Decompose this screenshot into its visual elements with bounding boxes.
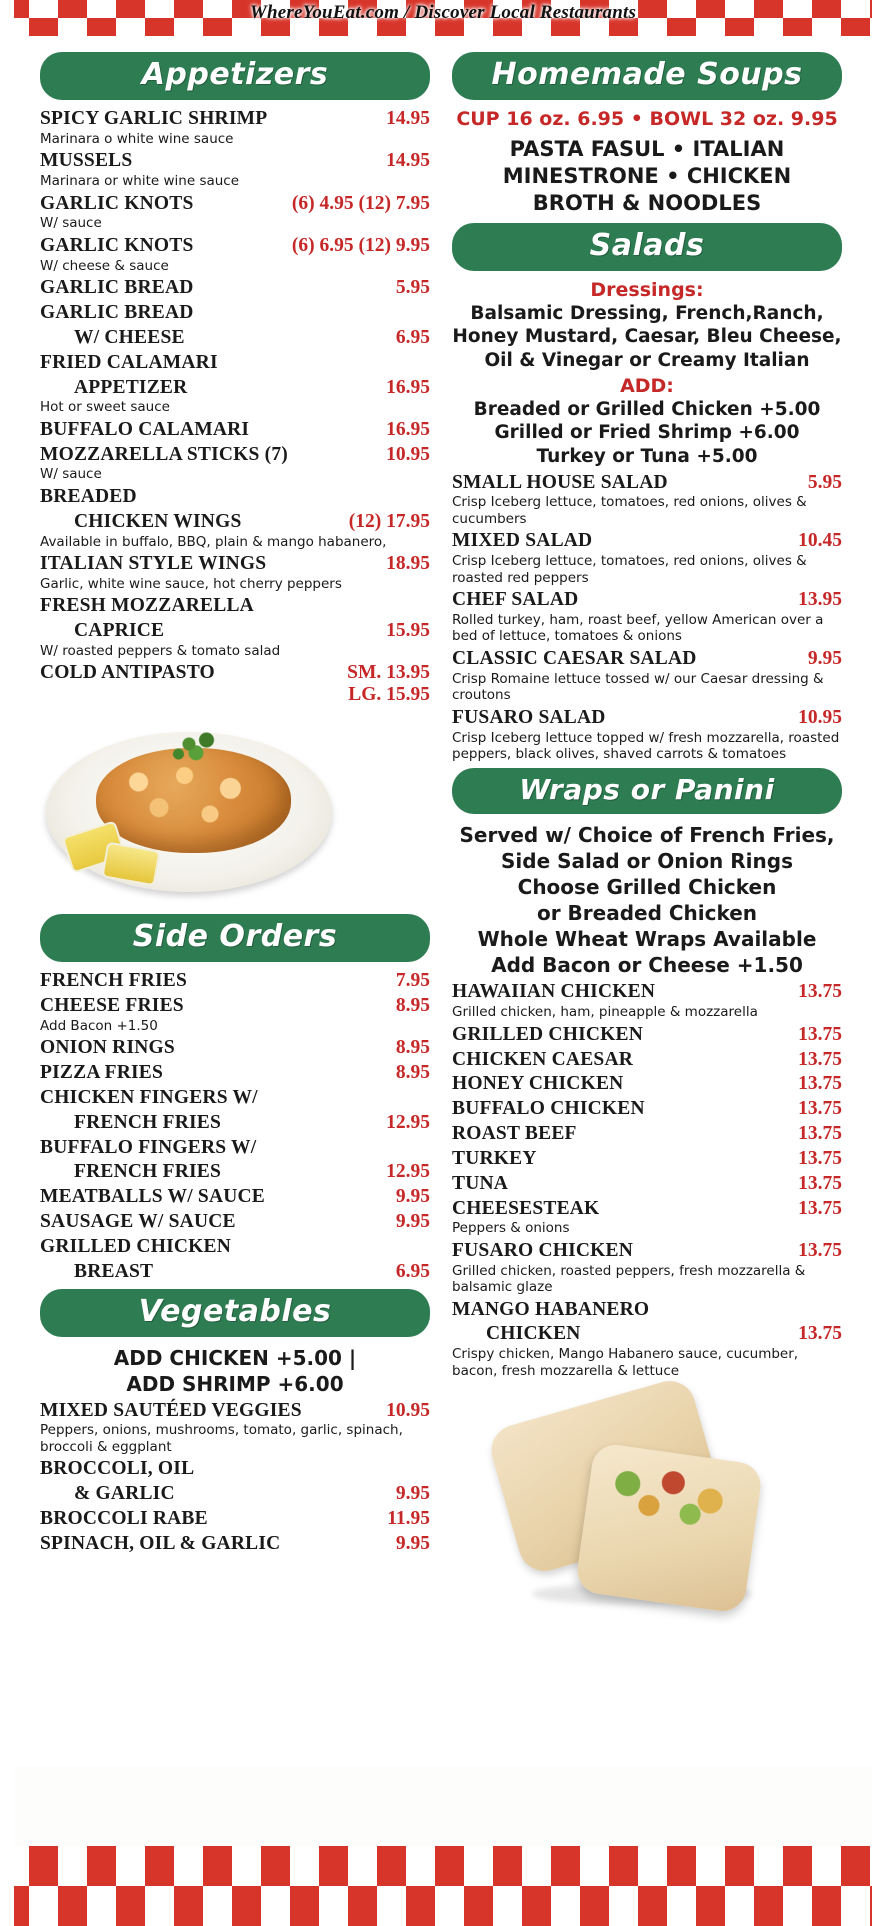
right-margin-strip [872,0,886,1926]
menu-item: GARLIC BREAD [40,302,194,324]
section-header-side-orders: Side Orders [40,914,430,962]
wraps-note-4: or Breaded Chicken [536,901,758,926]
wraps-list [452,981,842,1379]
menu-item: BUFFALO FINGERS W/ [40,1136,257,1158]
menu-item: BUFFALO CALAMARI 16.95 [40,418,430,440]
menu-item: CHICKEN 13.75 [486,1323,842,1345]
menu-item: MUSSELS 14.95 [40,150,430,172]
item-description: Grilled chicken, roasted peppers, fresh mozzarella & balsamic glaze [452,1262,806,1296]
menu-item: W/ CHEESE 6.95 [74,326,430,348]
item-description: Crisp Iceberg lettuce, tomatoes, red onions, olives & roasted red peppers [452,553,807,586]
menu-item: GARLIC KNOTS (6) 6.95 (12) 9.95 [40,234,430,256]
wraps-note-6: Add Bacon or Cheese +1.50 [491,953,803,978]
section-header-salads: Salads [452,223,842,271]
menu-item: CAPRICE 15.95 [74,620,430,642]
menu-item: GARLIC KNOTS (6) 4.95 (12) 7.95 [40,192,430,214]
menu-item: SAUSAGE W/ SAUCE 9.95 [40,1211,430,1233]
menu-item: FRESH MOZZARELLA [40,595,254,617]
menu-item: MOZZARELLA STICKS (7) 10.95 [40,443,430,465]
wraps-note-3: Choose Grilled Chicken [517,875,777,900]
item-description: Marinara or white wine sauce [40,173,240,190]
item-description: Grilled chicken, ham, pineapple & mozzarella [452,1004,758,1021]
dressings-line-2: Honey Mustard, Caesar, Bleu Cheese, [452,326,842,348]
soup-variety-3: BROTH & NOODLES [532,190,762,215]
menu-item: TUNA 13.75 [452,1172,842,1194]
item-description: Garlic, white wine sauce, hot cherry peppers [40,575,342,592]
salad-add-1: Breaded or Grilled Chicken +5.00 [473,398,821,420]
section-header-appetizers: Appetizers [40,52,430,100]
menu-item: CLASSIC CAESAR SALAD 9.95 [452,647,842,669]
lemon-wedge [101,842,160,887]
right-column [452,46,842,1806]
vegetables-list [40,1400,430,1555]
menu-item: & GARLIC 9.95 [74,1483,430,1505]
menu-item: CHEESESTEAK 13.75 [452,1197,842,1219]
menu-item: ONION RINGS 8.95 [40,1037,430,1059]
item-description: Add Bacon +1.50 [40,1017,158,1034]
item-description: Crisp Romaine lettuce tossed w/ our Caesar dressing & croutons [452,670,824,704]
menu-item: CHEF SALAD 13.95 [452,589,842,611]
menu-item: APPETIZER 16.95 [74,376,430,398]
calamari-photo [26,718,356,908]
menu-item: BUFFALO CHICKEN 13.75 [452,1098,842,1120]
menu-item: SPINACH, OIL & GARLIC 9.95 [40,1532,430,1554]
section-header-vegetables: Vegetables [40,1289,430,1337]
item-description: Rolled turkey, ham, roast beef, yellow American over a bed of lettuce, tomatoes & onions [452,612,824,645]
wraps-note-1: Served w/ Choice of French Fries, [459,823,835,848]
item-description: Peppers & onions [452,1220,570,1237]
item-description: Hot or sweet sauce [40,399,170,416]
menu-item: MIXED SAUTÉED VEGGIES 10.95 [40,1399,430,1421]
menu-item: MANGO HABANERO [452,1298,650,1320]
soup-variety-1: PASTA FASUL • ITALIAN [509,137,785,161]
parsley-garnish [161,728,231,768]
menu-item: MIXED SALAD 10.45 [452,530,842,552]
menu-item: HONEY CHICKEN 13.75 [452,1073,842,1095]
antipasto-price-sm: SM. 13.95 [347,662,430,684]
item-description: Crispy chicken, Mango Habanero sauce, cucumber, bacon, fresh mozzarella & lettuce [452,1346,799,1379]
soup-variety-2: MINESTRONE • CHICKEN [502,163,792,188]
menu-item: CHICKEN FINGERS W/ [40,1086,258,1108]
watermark: WhereYouEat.com / Discover Local Restaurants [249,2,637,23]
left-margin-strip [0,0,14,1926]
wrap-half-front [574,1442,763,1614]
menu-item: GARLIC BREAD 5.95 [40,277,430,299]
menu-item: FRENCH FRIES 7.95 [40,970,430,992]
section-header-soups: Homemade Soups [452,52,842,100]
menu-item: MEATBALLS W/ SAUCE 9.95 [40,1186,430,1208]
menu-item: FRENCH FRIES 12.95 [74,1111,430,1133]
salads-list [452,472,842,763]
section-header-wraps: Wraps or Panini [452,768,842,814]
wraps-note-2: Side Salad or Onion Rings [501,849,793,874]
menu-item: CHICKEN WINGS (12) 17.95 [74,510,430,532]
menu-item: CHICKEN CAESAR 13.75 [452,1048,842,1070]
item-description: W/ cheese & sauce [40,257,169,274]
vegetables-note-shrimp: ADD SHRIMP +6.00 [126,1371,344,1396]
menu-item: FRIED CALAMARI [40,351,218,373]
salad-add-label: ADD: [620,374,674,397]
item-description: Peppers, onions, mushrooms, tomato, garlic, spinach, broccoli & eggplant [40,1422,403,1455]
salad-add-2: Grilled or Fried Shrimp +6.00 [494,422,800,444]
menu-item: FUSARO CHICKEN 13.75 [452,1239,842,1261]
menu-item: GRILLED CHICKEN [40,1235,231,1257]
checker-border-bottom-row2 [0,1846,886,1886]
item-description: Available in buffalo, BBQ, plain & mango habanero, [40,533,387,550]
menu-item: HAWAIIAN CHICKEN 13.75 [452,981,842,1003]
side-orders-list [40,970,430,1282]
dressings-label: Dressings: [590,278,704,301]
dressings-line-3: Oil & Vinegar or Creamy Italian [484,349,810,371]
soup-price-line: CUP 16 oz. 6.95 • BOWL 32 oz. 9.95 [456,108,838,130]
menu-item: BROCCOLI RABE 11.95 [40,1507,430,1529]
menu-item: SMALL HOUSE SALAD 5.95 [452,471,842,493]
menu-item: COLD ANTIPASTO SM. 13.95 LG. 15.95 [40,662,430,706]
menu-item: ITALIAN STYLE WINGS 18.95 [40,553,430,575]
menu-item: BROCCOLI, OIL [40,1458,195,1480]
item-description: Crisp Iceberg lettuce topped w/ fresh mozzarella, roasted peppers, black olives, shaved carrots & tomatoes [452,729,840,763]
menu-item: ROAST BEEF 13.75 [452,1123,842,1145]
item-description: Marinara o white wine sauce [40,130,234,147]
menu-item: GRILLED CHICKEN 13.75 [452,1023,842,1045]
menu-item: BREAST 6.95 [74,1260,430,1282]
menu-item: TURKEY 13.75 [452,1147,842,1169]
vegetables-note-chicken: ADD CHICKEN +5.00 | [113,1345,357,1370]
dressings-line-1: Balsamic Dressing, French,Ranch, [470,302,824,324]
item-description: W/ sauce [40,215,102,232]
item-description: W/ sauce [40,466,102,483]
menu-item: CHEESE FRIES 8.95 [40,994,430,1016]
left-column [40,46,430,1806]
menu-item: FRENCH FRIES 12.95 [74,1161,430,1183]
menu-item: FUSARO SALAD 10.95 [452,706,842,728]
appetizers-list [40,108,430,706]
menu-item: BREADED [40,485,137,507]
item-description: W/ roasted peppers & tomato salad [40,643,281,659]
item-description: Crisp Iceberg lettuce, tomatoes, red onions, olives & cucumbers [452,494,807,527]
salad-add-3: Turkey or Tuna +5.00 [536,445,758,467]
menu-item: PIZZA FRIES 8.95 [40,1062,430,1084]
menu-item: SPICY GARLIC SHRIMP 14.95 [40,108,430,129]
wrap-sandwich-photo [492,1387,822,1617]
antipasto-price-lg: LG. 15.95 [348,684,430,706]
wraps-note-5: Whole Wheat Wraps Available [477,927,817,952]
antipasto-prices [347,662,430,706]
menu-columns [14,46,872,1806]
